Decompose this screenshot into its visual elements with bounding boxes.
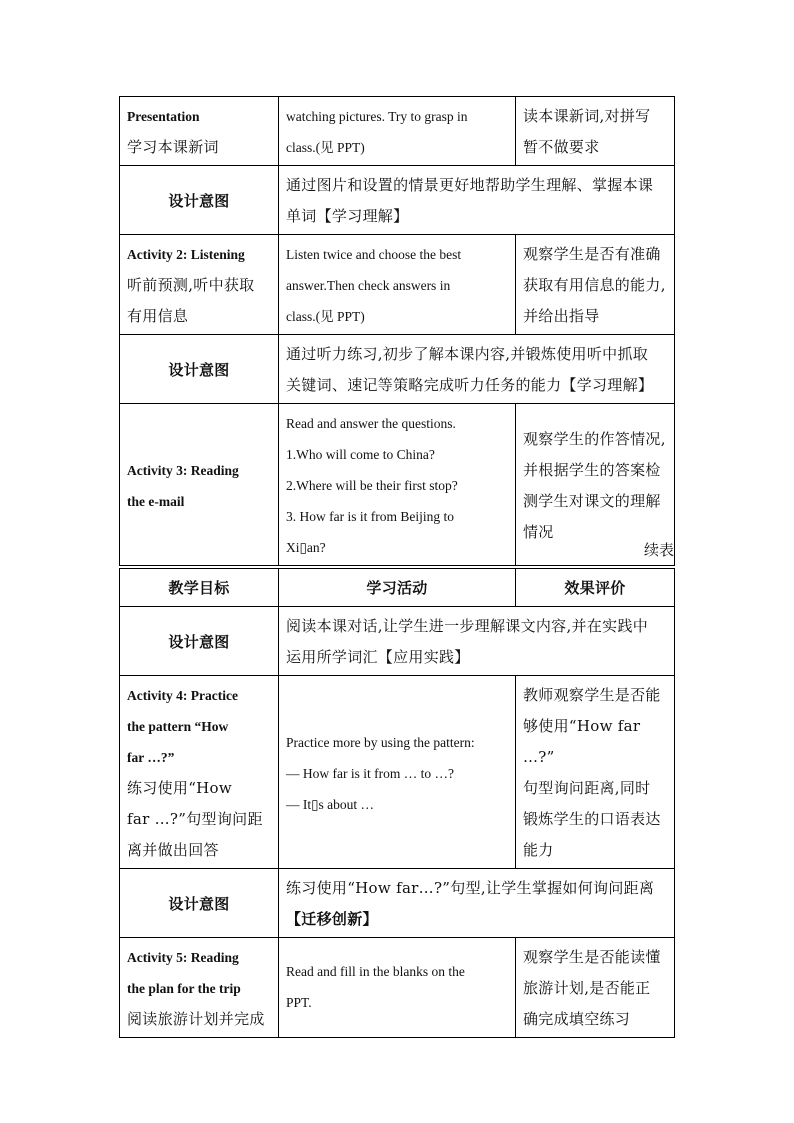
activity-text: Read and fill in the blanks on the: [286, 964, 465, 979]
goal-cell: [120, 404, 279, 566]
lesson-table-part1: [119, 96, 675, 566]
table-header-row: [120, 569, 675, 607]
activity-text: watching pictures. Try to grasp in: [286, 109, 468, 124]
activity-cell: [279, 97, 516, 166]
design-intent-label: 设计意图: [120, 607, 279, 676]
evaluation-text: 并根据学生的答案检: [523, 460, 661, 479]
goal-subtitle: 练习使用“How: [127, 779, 233, 797]
question-text: 2.Where will be their first stop?: [286, 478, 458, 493]
evaluation-cell: [516, 676, 675, 869]
header-evaluation: 效果评价: [516, 569, 675, 607]
evaluation-text: 句型询问距离,同时: [523, 779, 651, 797]
evaluation-text: 观察学生是否有准确: [523, 245, 661, 263]
goal-cell: [120, 676, 279, 869]
intent-text: 单词【学习理解】: [286, 207, 409, 225]
intent-text: 练习使用“How far…?”句型,让学生掌握如何询问距离: [286, 879, 655, 897]
table-row: [120, 166, 675, 235]
activity-text: PPT.: [286, 995, 312, 1010]
activity-text: Listen twice and choose the best: [286, 247, 462, 262]
goal-cell: [120, 235, 279, 335]
evaluation-text: 测学生对课文的理解: [523, 491, 661, 510]
question-text: Xi▯an?: [286, 540, 326, 555]
evaluation-text: 观察学生是否能读懂: [523, 948, 661, 966]
activity-cell: [279, 676, 516, 869]
table-row: [120, 404, 675, 566]
table-row: [120, 938, 675, 1038]
evaluation-text: 观察学生的作答情况,: [523, 429, 666, 448]
evaluation-text: 够使用“How far …?”: [523, 717, 641, 766]
activity-text: — How far is it from … to …?: [286, 765, 454, 781]
goal-title: Activity 4: Practice: [127, 688, 238, 703]
evaluation-text: 能力: [523, 841, 554, 859]
goal-subtitle: 听前预测,听中获取: [127, 276, 255, 294]
question-text: 3. How far is it from Beijing to: [286, 509, 454, 524]
goal-title: far …?”: [127, 750, 175, 765]
activity-text: — It▯s about …: [286, 796, 375, 812]
evaluation-text: 教师观察学生是否能: [523, 686, 661, 704]
table-row: [120, 676, 675, 869]
evaluation-text: 并给出指导: [523, 307, 600, 325]
evaluation-text: 读本课新词,对拼写: [523, 107, 651, 125]
continued-label: 续表: [643, 541, 674, 559]
table-row: [120, 335, 675, 404]
design-intent-label: 设计意图: [120, 335, 279, 404]
intent-text: 关键词、速记等策略完成听力任务的能力【学习理解】: [286, 376, 654, 394]
lesson-table-part2: [119, 568, 675, 1038]
design-intent-cell: [279, 869, 675, 938]
goal-subtitle: 离并做出回答: [127, 841, 219, 859]
intent-text: 运用所学词汇【应用实践】: [286, 648, 470, 666]
table-row: [120, 869, 675, 938]
activity-text: class.(见 PPT): [286, 140, 365, 155]
intent-text: 【迁移创新】: [286, 910, 378, 928]
question-text: 1.Who will come to China?: [286, 447, 435, 462]
goal-subtitle: 有用信息: [127, 307, 189, 325]
goal-title: the pattern “How: [127, 719, 229, 734]
goal-cell: [120, 938, 279, 1038]
evaluation-text: 情况: [523, 522, 554, 541]
evaluation-text: 获取有用信息的能力,: [523, 276, 666, 294]
table-row: [120, 607, 675, 676]
goal-title: the e-mail: [127, 493, 185, 509]
evaluation-text: 旅游计划,是否能正: [523, 979, 651, 997]
table-row: [120, 235, 675, 335]
goal-subtitle: 学习本课新词: [127, 138, 219, 156]
evaluation-cell: [516, 235, 675, 335]
table-row: [120, 97, 675, 166]
header-activity: 学习活动: [279, 569, 516, 607]
activity-text: Practice more by using the pattern:: [286, 734, 475, 750]
evaluation-text: 锻炼学生的口语表达: [523, 810, 661, 828]
goal-cell: [120, 97, 279, 166]
goal-subtitle: far …?”句型询问距: [127, 810, 263, 828]
design-intent-label: 设计意图: [120, 166, 279, 235]
header-goal: 教学目标: [120, 569, 279, 607]
question-text: Read and answer the questions.: [286, 416, 456, 431]
activity-text: class.(见 PPT): [286, 309, 365, 324]
activity-cell: [279, 938, 516, 1038]
evaluation-cell: [516, 938, 675, 1038]
goal-title: Activity 5: Reading: [127, 950, 239, 965]
evaluation-text: 暂不做要求: [523, 138, 600, 156]
intent-text: 通过听力练习,初步了解本课内容,并锻炼使用听中抓取: [286, 345, 649, 363]
goal-subtitle: 阅读旅游计划并完成: [127, 1010, 265, 1028]
activity-cell: [279, 235, 516, 335]
design-intent-cell: [279, 607, 675, 676]
design-intent-cell: [279, 335, 675, 404]
activity-text: answer.Then check answers in: [286, 278, 451, 293]
goal-title: Activity 2: Listening: [127, 247, 245, 262]
activity-cell: [279, 404, 516, 566]
goal-title: the plan for the trip: [127, 981, 241, 996]
design-intent-label: 设计意图: [120, 869, 279, 938]
evaluation-cell: [516, 97, 675, 166]
intent-text: 阅读本课对话,让学生进一步理解课文内容,并在实践中: [286, 617, 649, 635]
goal-title: Activity 3: Reading: [127, 462, 239, 478]
intent-text: 通过图片和设置的情景更好地帮助学生理解、掌握本课: [286, 176, 654, 194]
evaluation-text: 确完成填空练习: [523, 1010, 631, 1028]
goal-title: Presentation: [127, 109, 200, 124]
design-intent-cell: [279, 166, 675, 235]
